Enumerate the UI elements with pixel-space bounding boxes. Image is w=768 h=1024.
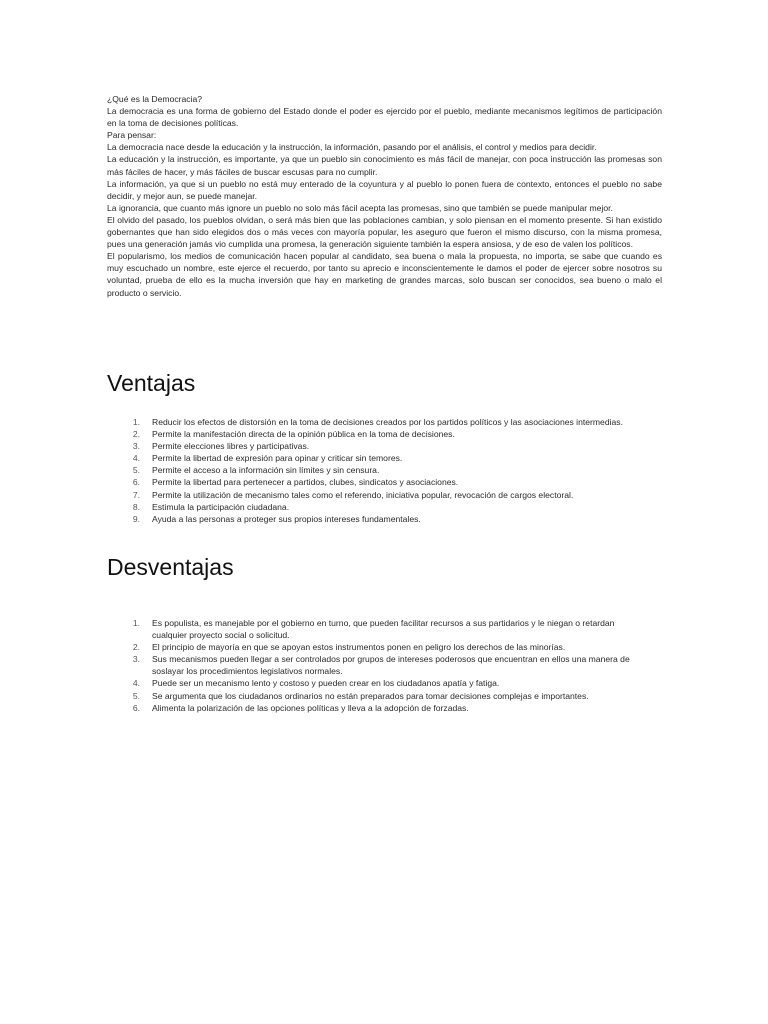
list-item-text: Estimula la participación ciudadana. — [152, 501, 290, 512]
intro-paragraph: El popularismo, los medios de comunicación hacen popular al candidato, sea buena o mala la propuesta, no importa, se sabe que cuando es muy escuchado un nombre, este ejerce el recuerdo, por tanto su aprecio e inconscientemente le damos el poder de ejercer sobre nosotros su voluntad, prueba de ello es la mucha inversión que hay en marketing de grandes marcas, solo buscan ser conocidos, sea bueno o malo el producto o servicio. — [107, 251, 662, 298]
list-item — [107, 641, 647, 653]
list-item-text: Es populista, es manejable por el gobierno en turno, que pueden facilitar recursos a sus partidarios y le niegan o retardan cualquier proyecto social o solicitud. — [152, 618, 615, 641]
list-item — [107, 464, 647, 476]
list-item-number: 3. — [132, 654, 140, 665]
list-item-text: Permite la libertad para pertenecer a partidos, clubes, sindicatos y asociaciones. — [152, 477, 459, 488]
list-item — [107, 440, 647, 452]
ventajas-heading: Ventajas — [107, 370, 196, 396]
intro-question: ¿Qué es la Democracia? — [107, 94, 203, 104]
list-item-number: 6. — [132, 702, 140, 713]
list-item-number: 5. — [132, 690, 140, 701]
ventajas-list — [107, 416, 647, 525]
intro-text — [107, 93, 662, 299]
list-item-text: Permite elecciones libres y participativas. — [152, 441, 310, 452]
list-item-text: Alimenta la polarización de las opciones políticas y lleva a la adopción de forzadas. — [152, 702, 469, 713]
list-item — [107, 617, 647, 641]
desventajas-heading: Desventajas — [107, 554, 234, 580]
intro-paragraph: La democracia nace desde la educación y la instrucción, la información, pasando por el análisis, el control y medios para decidir. — [107, 142, 597, 153]
list-item-number: 4. — [132, 453, 140, 464]
list-item-text: Ayuda a las personas a proteger sus propios intereses fundamentales. — [152, 513, 421, 524]
list-item — [107, 452, 647, 464]
desventajas-list — [107, 617, 647, 714]
list-item-number: 4. — [132, 678, 140, 689]
list-item-number: 9. — [132, 513, 140, 524]
list-item-number: 2. — [132, 642, 140, 653]
list-item — [107, 501, 647, 513]
intro-paragraph: El olvido del pasado, los pueblos olvidan, o será más bien que las poblaciones cambian, y solo piensan en el momento presente. Si han existido gobernantes que han sido elegidos dos o más veces con mayoría popular, les aseguro que fueron el mismo discurso, con la misma promesa, pues una generación jamás vio cumplida una promesa, la generación siguiente también la espera ansiosa, y de eso de valen los políticos. — [107, 214, 662, 250]
list-item-number: 5. — [132, 465, 140, 476]
list-item-text: Reducir los efectos de distorsión en la toma de decisiones creados por los partidos políticos y las asociaciones intermedias. — [152, 417, 623, 427]
list-item-text: Puede ser un mecanismo lento y costoso y pueden crear en los ciudadanos apatía y fatiga. — [152, 678, 500, 689]
intro-paragraph: La educación y la instrucción, es importante, ya que un pueblo sin conocimiento es más fácil de manejar, con poca instrucción las promesas son más fáciles de hacer, y más fáciles de buscar escusas para no cumplir. — [107, 154, 662, 177]
list-item-number: 3. — [132, 441, 140, 452]
list-item-text: Sus mecanismos pueden llegar a ser controlados por grupos de intereses poderosos que encuentran en ellos una manera de soslayar los procedimientos legislativos normales. — [152, 654, 630, 677]
list-item-number: 6. — [132, 477, 140, 488]
intro-paragraph: La ignorancia, que cuanto más ignore un pueblo no solo más fácil acepta las promesas, sino que también se puede manipular mejor. — [107, 202, 613, 213]
list-item — [107, 489, 647, 501]
list-item — [107, 677, 647, 689]
list-item-text: Permite la libertad de expresión para opinar y criticar sin temores. — [152, 453, 403, 464]
list-item-text: El principio de mayoría en que se apoyan estos instrumentos ponen en peligro los derechos de las minorías. — [152, 642, 566, 653]
list-item-text: Permite el acceso a la información sin límites y sin censura. — [152, 465, 380, 476]
list-item-number: 1. — [132, 618, 140, 628]
list-item — [107, 690, 647, 702]
list-item-number: 2. — [132, 429, 140, 440]
list-item — [107, 513, 647, 525]
list-item — [107, 653, 647, 677]
list-item-number: 1. — [132, 417, 140, 427]
intro-paragraph: Para pensar: — [107, 130, 157, 141]
list-item — [107, 428, 647, 440]
list-item-number: 7. — [132, 489, 140, 500]
list-item-text: Se argumenta que los ciudadanos ordinarios no están preparados para tomar decisiones complejas e importantes. — [152, 690, 589, 701]
list-item-number: 8. — [132, 501, 140, 512]
intro-paragraph: La información, ya que si un pueblo no está muy enterado de la coyuntura y al pueblo lo ponen fuera de contexto, entonces el pueblo no sabe decidir, y mejor aun, se puede manejar. — [107, 178, 662, 201]
list-item — [107, 702, 647, 714]
list-item — [107, 476, 647, 488]
list-item-text: Permite la manifestación directa de la opinión pública en la toma de decisiones. — [152, 429, 455, 440]
list-item — [107, 416, 647, 428]
list-item-text: Permite la utilización de mecanismo tales como el referendo, iniciativa popular, revocación de cargos electoral. — [152, 489, 574, 500]
intro-paragraph: La democracia es una forma de gobierno del Estado donde el poder es ejercido por el pueblo, mediante mecanismos legítimos de participación en la toma de decisiones políticas. — [107, 106, 662, 129]
